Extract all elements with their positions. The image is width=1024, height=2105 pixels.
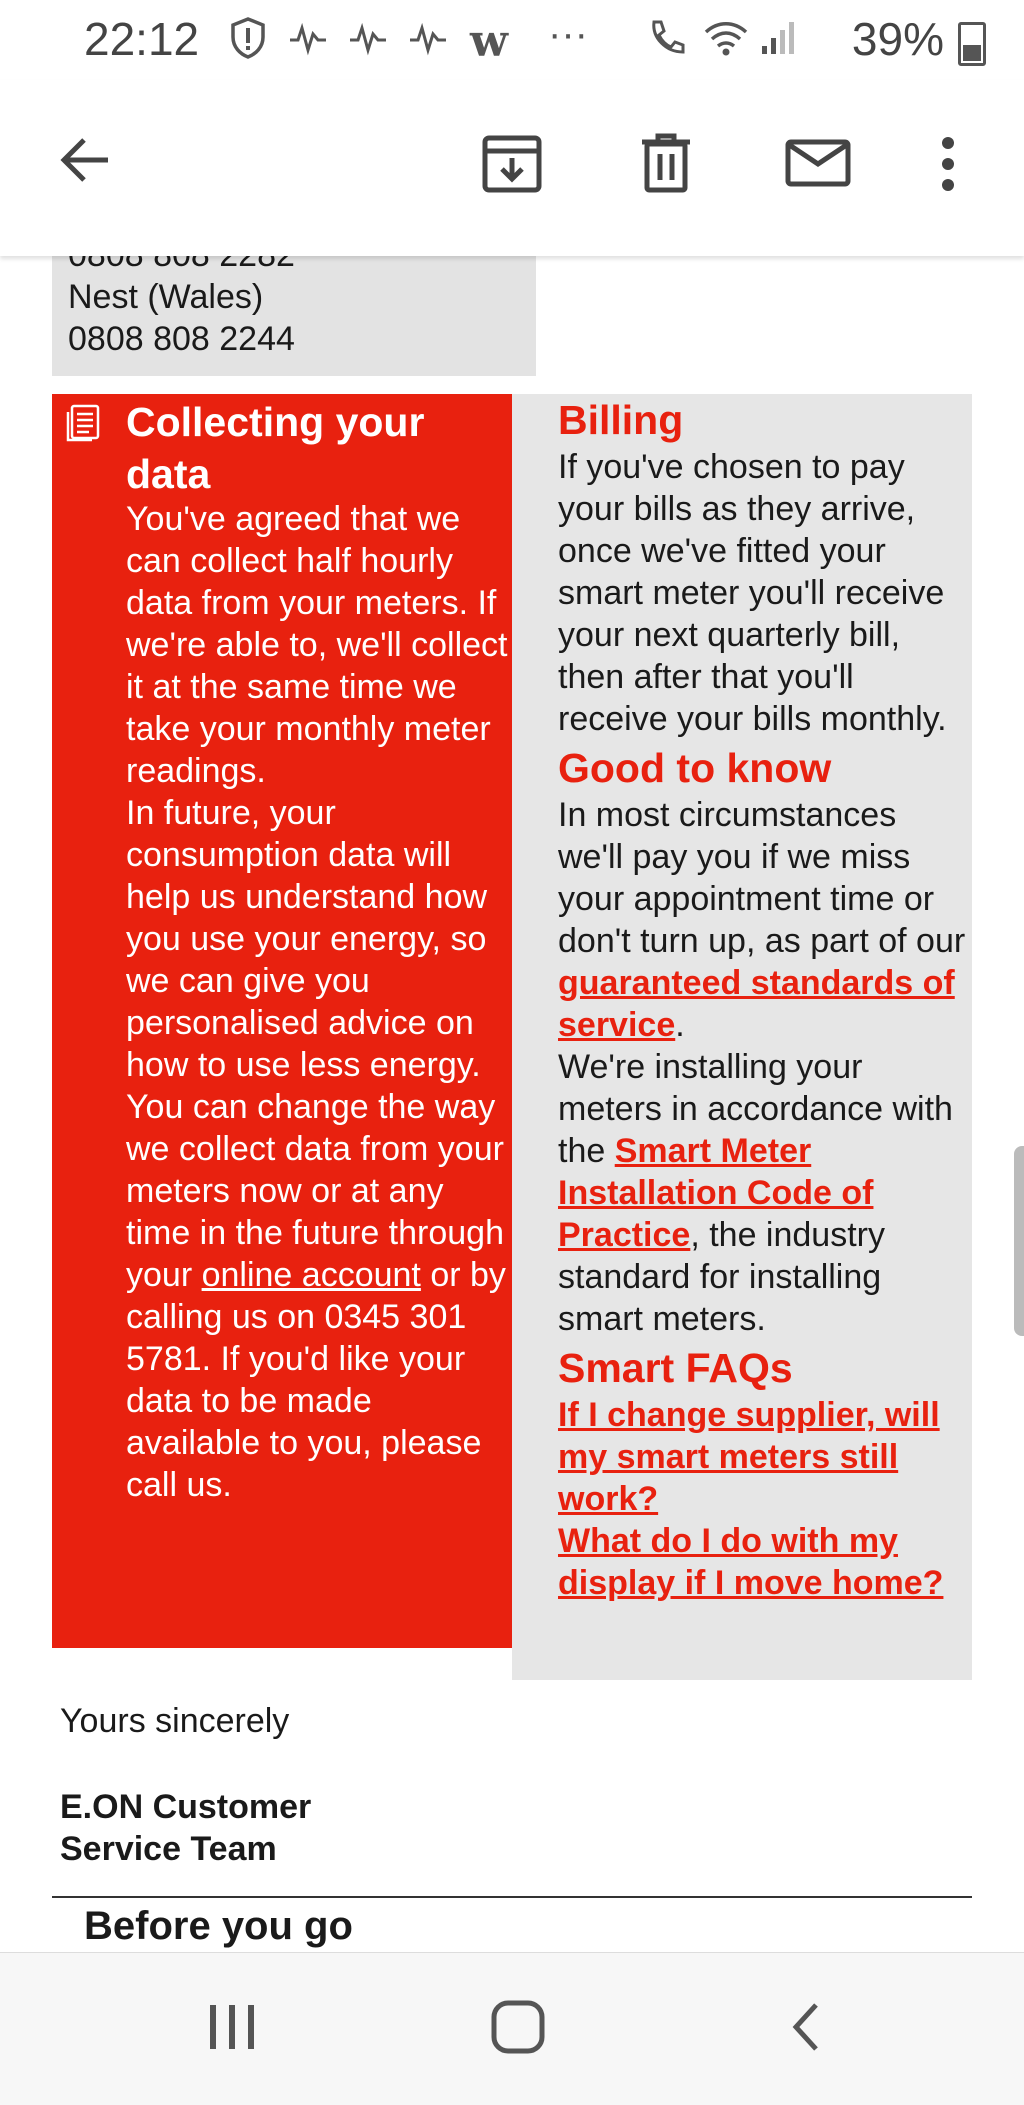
nav-back-icon[interactable] <box>786 1999 826 2060</box>
wifi-call-icon <box>646 18 686 63</box>
collecting-title: Collecting your data <box>126 399 425 497</box>
collecting-p3-end: or by calling us on 0345 301 5781. If you'd like your data to be made available to you, please call us. <box>126 1256 506 1504</box>
good-to-know-text-1 <box>558 794 968 1046</box>
info-panel-content <box>558 394 968 1604</box>
gtk-text-a: In most circumstances we'll pay you if we miss your appointment time or don't turn up, as part of our <box>558 796 966 960</box>
faq-move-home-link[interactable]: What do I do with my display if I move home? <box>558 1522 944 1602</box>
collecting-paragraph-3 <box>126 1086 512 1506</box>
signature-line-2: Service Team <box>60 1830 277 1868</box>
closing-text: Yours sincerely <box>60 1702 290 1740</box>
w-app-icon: w <box>470 16 508 67</box>
back-button[interactable] <box>56 130 116 195</box>
mail-icon[interactable] <box>784 138 852 193</box>
helpline-label: Nest (Wales) <box>68 278 264 316</box>
section-divider <box>52 1896 972 1898</box>
home-icon[interactable] <box>488 1997 548 2062</box>
gtk-text-d: , the industry standard for installing smart meters. <box>558 1216 885 1338</box>
collecting-paragraph-2: In future, your consumption data will help us understand how you use your energy, so we can give you personalised advice on how to use less energy. <box>126 794 488 1084</box>
faq-change-supplier-link[interactable]: If I change supplier, will my smart meters still work? <box>558 1396 940 1518</box>
overflow-dots-icon: ··· <box>548 12 588 56</box>
gtk-text-c: We're installing your meters in accordance with the <box>558 1048 953 1170</box>
gtk-text-b: . <box>675 1006 685 1044</box>
scrollbar-handle[interactable] <box>1014 1146 1024 1336</box>
signature-line-1: E.ON Customer <box>60 1788 312 1826</box>
collecting-paragraph-1: You've agreed that we can collect half hourly data from your meters. If we're able to, we'll collect it at the same time we take your monthly meter readings. <box>126 500 508 790</box>
info-panel <box>512 394 972 1680</box>
good-to-know-heading: Good to know <box>558 745 832 791</box>
email-toolbar <box>0 80 1024 256</box>
wifi-icon <box>702 18 750 63</box>
online-account-link[interactable]: online account <box>201 1256 421 1294</box>
guaranteed-standards-link[interactable]: guaranteed standards of service <box>558 964 955 1044</box>
more-vertical-icon[interactable] <box>940 136 956 197</box>
battery-icon <box>958 22 986 66</box>
system-nav-bar <box>0 1952 1024 2105</box>
signal-icon <box>758 18 798 63</box>
code-of-practice-link[interactable]: Smart Meter Installation Code of Practice <box>558 1132 874 1254</box>
smart-faqs-heading: Smart FAQs <box>558 1345 793 1391</box>
archive-icon[interactable] <box>480 134 544 199</box>
alert-icon <box>228 16 268 65</box>
faq-item-2 <box>558 1520 968 1604</box>
helpline-number: 0808 808 2244 <box>68 320 295 358</box>
faq-item-1 <box>558 1394 968 1520</box>
email-body <box>0 256 1024 1952</box>
collecting-p3-start: You can change the way we collect data from your meters now or at any time in the future through your <box>126 1088 505 1294</box>
collecting-text <box>126 498 512 1506</box>
billing-text: If you've chosen to pay your bills as they arrive, once we've fitted your smart meter you'll receive your next quarterly bill, then after that you'll receive your bills monthly. <box>558 448 947 738</box>
activity-icon <box>288 22 458 59</box>
collecting-data-panel <box>52 394 512 1648</box>
good-to-know-text-2 <box>558 1046 968 1340</box>
battery-percent: 39% <box>851 13 944 65</box>
recents-icon[interactable] <box>204 1999 260 2060</box>
document-icon <box>62 402 104 449</box>
status-time: 22:12 <box>84 13 200 65</box>
helpline-box <box>52 256 536 376</box>
trash-icon[interactable] <box>638 134 694 199</box>
status-bar <box>0 0 1024 78</box>
before-you-go-heading: Before you go <box>84 1904 353 1948</box>
billing-heading: Billing <box>558 397 684 443</box>
